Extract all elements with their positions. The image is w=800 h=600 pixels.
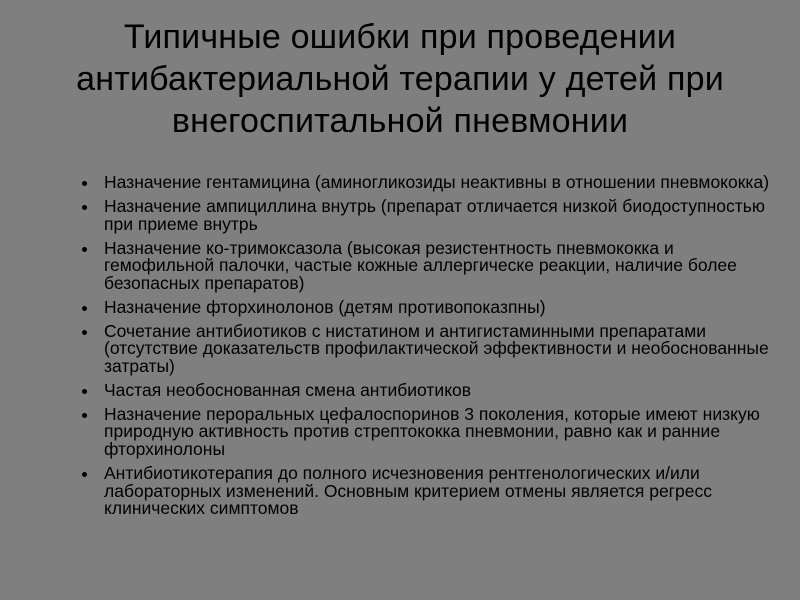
slide-title: Типичные ошибки при проведении антибактериальной терапии у детей при внегоспитальной пневмонии [76, 18, 724, 140]
bullet-icon [82, 389, 87, 394]
bullet-icon [82, 472, 87, 477]
list-item-text: Антибиотикотерапия до полного исчезновения рентгенологических и/или лабораторных изменений. Основным критерием отмены является регресс клинических симптомов [104, 463, 713, 519]
list-item-text: Назначение ко-тримоксазола (высокая резистентность пневмококка и гемофильной палочки, частые кожные аллергическе реакции, наличие более безопасных препаратов) [104, 237, 737, 293]
bullet-icon [82, 247, 87, 252]
list-item [78, 465, 778, 518]
list-item [78, 403, 778, 460]
bullet-icon [82, 413, 87, 418]
list-item-text: Сочетание антибиотиков с нистатином и антигистаминными препаратами (отсутствие доказательств профилактической эффективности и необоснованные затраты) [104, 320, 769, 376]
list-item-text: Частая необоснованная смена антибиотиков [104, 379, 472, 400]
list-item [78, 296, 778, 317]
bullet-list [78, 174, 778, 524]
list-item [78, 237, 778, 293]
list-item-text: Назначение пероральных цефалоспоринов 3 поколения, которые имеют низкую природную активность против стрептококка пневмонии, равно как и ранние фторхинолоны [104, 403, 760, 460]
list-item [78, 195, 778, 234]
list-item [78, 379, 778, 400]
list-item-text: Назначение ампициллина внутрь (препарат отличается низкой биодоступностью при приеме внутрь [104, 195, 765, 234]
bullet-icon [82, 306, 87, 311]
list-item-text: Назначение фторхинолонов (детям противопоказпны) [104, 296, 546, 317]
list-item-text: Назначение гентамицина (аминогликозиды неактивны в отношении пневмококка) [104, 172, 770, 192]
list-item [78, 320, 778, 376]
bullet-icon [82, 181, 87, 186]
list-item [78, 174, 778, 192]
bullet-icon [82, 330, 87, 335]
bullet-icon [82, 205, 87, 210]
